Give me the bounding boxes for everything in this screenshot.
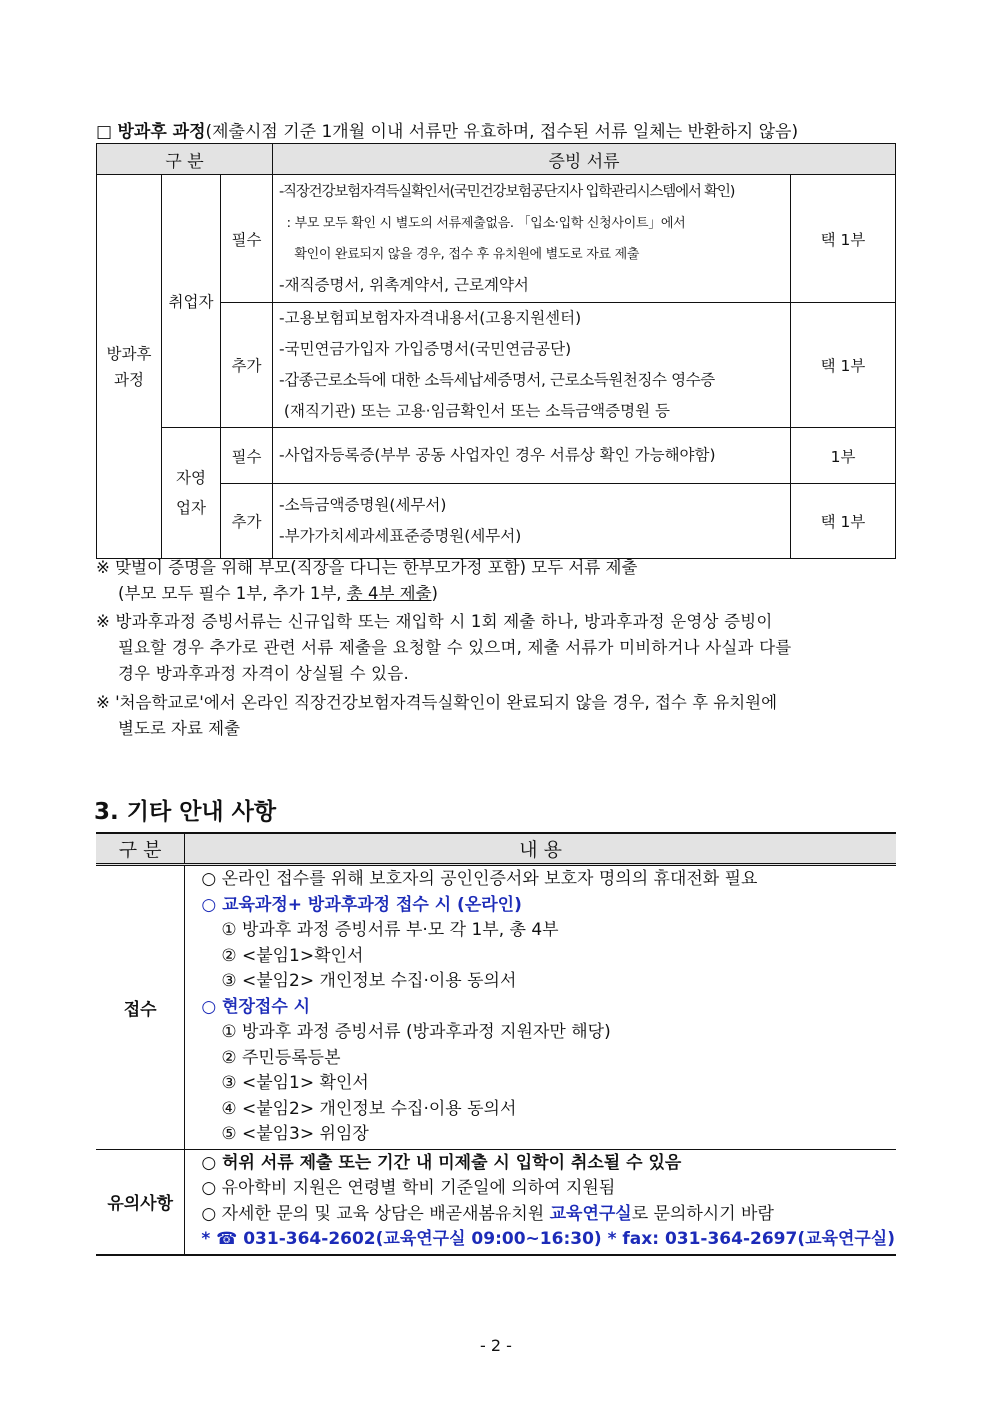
doc-line: (재직기관) 또는 고용·임금확인서 또는 소득금액증명원 등 bbox=[279, 402, 670, 420]
self-employed-additional-count: 택 1부 bbox=[791, 484, 896, 559]
section-heading-title: 방과후 과정 bbox=[117, 122, 206, 142]
header-category: 구 분 bbox=[96, 833, 185, 865]
employee-required-count: 택 1부 bbox=[791, 175, 896, 303]
content-text: 로 문의하시기 바람 bbox=[631, 1203, 774, 1224]
doc-line: -재직증명서, 위촉계약서, 근로계약서 bbox=[279, 275, 529, 294]
doc-line: -국민연금가입자 가입증명서(국민연금공단) bbox=[279, 340, 572, 358]
content-line: ○ 온라인 접수를 위해 보호자의 공인인증서와 보호자 명의의 휴대전화 필요 bbox=[201, 869, 758, 889]
self-employed-additional-label: 추가 bbox=[221, 484, 273, 559]
checkbox-glyph: □ bbox=[96, 122, 113, 142]
content-line: ③ <붙임1> 확인서 bbox=[221, 1073, 369, 1093]
document-table bbox=[96, 143, 896, 559]
note-line: ※ 맞벌이 증명을 위해 부모(직장을 다니는 한부모가정 포함) 모두 서류 제출 bbox=[96, 558, 638, 577]
doc-line: 확인이 완료되지 않을 경우, 접수 후 유치원에 별도로 자료 제출 bbox=[279, 246, 640, 262]
employee-label: 취업자 bbox=[162, 175, 221, 428]
contact-line: * ☎ 031-364-2602(교육연구실 09:00~16:30) * fax: 031-364-2697(교육연구실) bbox=[201, 1229, 895, 1249]
doc-line: -부가가치세과세표준증명원(세무서) bbox=[279, 527, 522, 545]
note-line: ※ 방과후과정 증빙서류는 신규입학 또는 재입학 시 1회 제출 하나, 방과후과정 운영상 증빙이 bbox=[96, 612, 773, 631]
content-line: ② <붙임1>확인서 bbox=[221, 945, 364, 966]
document-table-header bbox=[97, 144, 896, 175]
doc-line: -사업자등록증(부부 공동 사업자인 경우 서류상 확인 가능해야함) bbox=[279, 446, 716, 464]
underlined-total: 총 4부 제출 bbox=[346, 584, 432, 603]
doc-line: -직장건강보험자격득실확인서(국민건강보험공단지사 입학관리시스템에서 확인) bbox=[279, 183, 735, 200]
note-2 bbox=[96, 609, 791, 687]
self-employed-required-count: 1부 bbox=[791, 428, 896, 484]
header-category: 구 분 bbox=[97, 144, 273, 175]
content-line bbox=[201, 1202, 895, 1228]
self-employed-required-docs bbox=[273, 428, 791, 484]
note-line: 필요할 경우 추가로 관련 서류 제출을 요청할 수 있으며, 제출 서류가 미비하거나 사실과 다를 bbox=[118, 638, 792, 657]
content-line: ③ <붙임2> 개인정보 수집·이용 동의서 bbox=[221, 971, 517, 991]
note-text: (부모 모두 필수 1부, 추가 1부, bbox=[118, 584, 347, 603]
note-line bbox=[96, 581, 637, 607]
category-cell: 방과후 과정 bbox=[97, 175, 162, 559]
reception-content bbox=[185, 865, 896, 1150]
content-line: ⑤ <붙임3> 위임장 bbox=[221, 1124, 369, 1144]
caution-label: 유의사항 bbox=[96, 1149, 185, 1255]
content-line: ○ 허위 서류 제출 또는 기간 내 미제출 시 입학이 취소될 수 있음 bbox=[201, 1152, 682, 1173]
content-line: ○ 유아학비 지원은 연령별 학비 기준일에 의하여 지원됨 bbox=[201, 1178, 616, 1198]
note-line: 별도로 자료 제출 bbox=[118, 719, 241, 738]
page-number: - 2 - bbox=[480, 1336, 512, 1355]
employee-additional-docs bbox=[273, 303, 791, 428]
contact-office: 교육연구실 bbox=[549, 1203, 632, 1224]
section-3-title: 3. 기타 안내 사항 bbox=[94, 799, 277, 825]
content-line: ④ <붙임2> 개인정보 수집·이용 동의서 bbox=[221, 1098, 517, 1119]
note-1 bbox=[96, 555, 637, 607]
employee-required-label: 필수 bbox=[221, 175, 273, 303]
info-table bbox=[96, 832, 896, 1256]
content-line: ① 방과후 과정 증빙서류 부·모 각 1부, 총 4부 bbox=[221, 920, 559, 940]
note-3 bbox=[96, 690, 777, 742]
caution-content bbox=[185, 1149, 896, 1255]
self-employed-label: 자영 업자 bbox=[162, 428, 221, 559]
header-content: 내 용 bbox=[185, 833, 896, 865]
employee-required-docs bbox=[273, 175, 791, 303]
self-employed-additional-docs bbox=[273, 484, 791, 559]
reception-label: 접수 bbox=[96, 865, 185, 1150]
content-line: ○ 교육과정+ 방과후과정 접수 시 (온라인) bbox=[201, 894, 522, 915]
info-table-header bbox=[96, 833, 896, 865]
doc-line: -갑종근로소득에 대한 소득세납세증명서, 근로소득원천징수 영수증 bbox=[279, 371, 715, 389]
section-heading bbox=[96, 117, 798, 142]
note-text: ) bbox=[431, 584, 438, 603]
note-line: ※ '처음학교로'에서 온라인 직장건강보험자격득실확인이 완료되지 않을 경우, 접수 후 유치원에 bbox=[96, 693, 778, 712]
section-heading-note: (제출시점 기준 1개월 이내 서류만 유효하며, 접수된 서류 일체는 반환하지 않음) bbox=[205, 122, 799, 142]
header-documents: 증빙 서류 bbox=[273, 144, 896, 175]
doc-line: : 부모 모두 확인 시 별도의 서류제출없음. 「입소·입학 신청사이트」에서 bbox=[279, 215, 686, 231]
employee-additional-label: 추가 bbox=[221, 303, 273, 428]
doc-line: -소득금액증명원(세무서) bbox=[279, 496, 447, 514]
content-text: ○ 자세한 문의 및 교육 상담은 배곧새봄유치원 bbox=[201, 1203, 550, 1224]
content-line: ○ 현장접수 시 bbox=[201, 996, 311, 1017]
content-line: ② 주민등록등본 bbox=[221, 1047, 341, 1068]
self-employed-required-label: 필수 bbox=[221, 428, 273, 484]
content-line: ① 방과후 과정 증빙서류 (방과후과정 지원자만 해당) bbox=[221, 1022, 611, 1042]
note-line: 경우 방과후과정 자격이 상실될 수 있음. bbox=[118, 664, 409, 683]
employee-additional-count: 택 1부 bbox=[791, 303, 896, 428]
doc-line: -고용보험피보험자자격내용서(고용지원센터) bbox=[279, 309, 582, 327]
